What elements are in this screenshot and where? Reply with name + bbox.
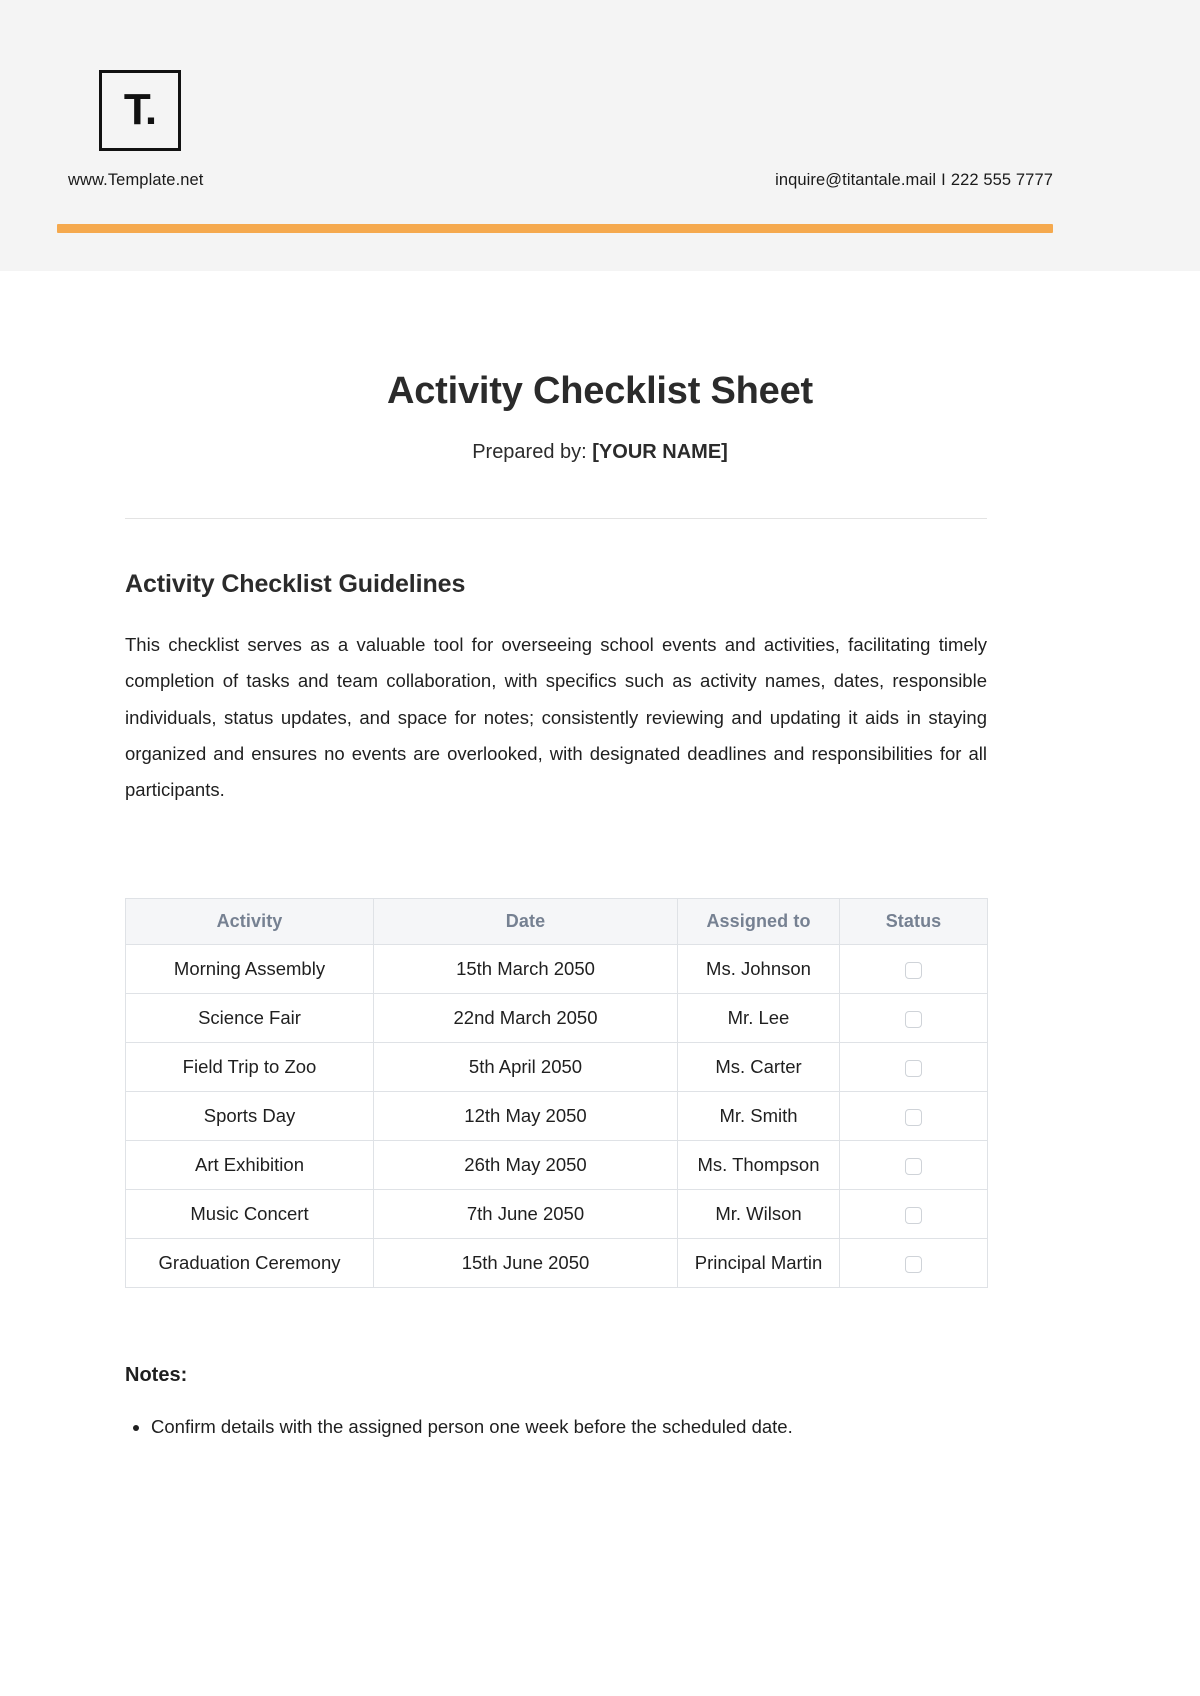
cell-assigned-to: Mr. Lee (678, 994, 840, 1043)
cell-date: 15th March 2050 (374, 945, 678, 994)
notes-heading: Notes: (125, 1364, 188, 1386)
cell-date: 7th June 2050 (374, 1190, 678, 1239)
cell-activity: Science Fair (126, 994, 374, 1043)
prepared-by-label: Prepared by: (472, 441, 587, 463)
cell-status (840, 1141, 988, 1190)
brand-logo (99, 70, 181, 151)
cell-assigned-to: Ms. Johnson (678, 945, 840, 994)
contact-info (775, 171, 1053, 190)
cell-assigned-to: Ms. Carter (678, 1043, 840, 1092)
table-body (126, 945, 988, 1288)
logo-mark-icon: T. (123, 84, 157, 134)
cell-activity: Field Trip to Zoo (126, 1043, 374, 1092)
cell-date: 15th June 2050 (374, 1239, 678, 1288)
cell-activity: Sports Day (126, 1092, 374, 1141)
guidelines-heading: Activity Checklist Guidelines (125, 570, 466, 598)
status-checkbox[interactable] (905, 1109, 922, 1126)
table-header-row (126, 899, 988, 945)
column-header-assigned-to: Assigned to (678, 899, 840, 945)
cell-status (840, 994, 988, 1043)
list-item: • Confirm details with the assigned person one week before the scheduled date. (151, 1412, 1013, 1442)
table-row (126, 1141, 988, 1190)
table-row (126, 1190, 988, 1239)
cell-date: 12th May 2050 (374, 1092, 678, 1141)
cell-assigned-to: Ms. Thompson (678, 1141, 840, 1190)
table-row (126, 945, 988, 994)
table-row (126, 1043, 988, 1092)
cell-date: 22nd March 2050 (374, 994, 678, 1043)
cell-activity: Morning Assembly (126, 945, 374, 994)
table-row (126, 1239, 988, 1288)
activity-checklist-table (125, 898, 988, 1288)
status-checkbox[interactable] (905, 1256, 922, 1273)
column-header-date: Date (374, 899, 678, 945)
table-header (126, 899, 988, 945)
title-divider (125, 518, 987, 519)
website-url: www.Template.net (68, 171, 204, 189)
cell-activity: Music Concert (126, 1190, 374, 1239)
guidelines-paragraph: This checklist serves as a valuable tool for overseeing school events and activities, facilitating timely completion of tasks and team collaboration, with specifics such as activity names, dates, responsible individuals, status updates, and space for notes; consistently reviewing and updating it aids in staying organized and ensures no events are overlooked, with designated deadlines and responsibilities for all participants. (125, 634, 987, 801)
contact-phone: 222 555 7777 (950, 171, 1053, 189)
cell-status (840, 945, 988, 994)
prepared-by-line (0, 441, 1200, 464)
cell-assigned-to: Mr. Wilson (678, 1190, 840, 1239)
prepared-by-name: [YOUR NAME] (592, 441, 728, 463)
cell-assigned-to: Mr. Smith (678, 1092, 840, 1141)
cell-activity: Art Exhibition (126, 1141, 374, 1190)
cell-status (840, 1043, 988, 1092)
status-checkbox[interactable] (905, 1060, 922, 1077)
cell-activity: Graduation Ceremony (126, 1239, 374, 1288)
status-checkbox[interactable] (905, 1207, 922, 1224)
table-row (126, 994, 988, 1043)
accent-divider-bar (57, 224, 1053, 233)
status-checkbox[interactable] (905, 1158, 922, 1175)
status-checkbox[interactable] (905, 962, 922, 979)
cell-date: 26th May 2050 (374, 1141, 678, 1190)
document-header (0, 0, 1200, 271)
status-checkbox[interactable] (905, 1011, 922, 1028)
table-row (126, 1092, 988, 1141)
column-header-status: Status (840, 899, 988, 945)
contact-email: inquire@titantale.mail (775, 171, 937, 189)
cell-status (840, 1190, 988, 1239)
page-title: Activity Checklist Sheet (386, 370, 814, 412)
cell-status (840, 1092, 988, 1141)
cell-assigned-to: Principal Martin (678, 1239, 840, 1288)
cell-date: 5th April 2050 (374, 1043, 678, 1092)
column-header-activity: Activity (126, 899, 374, 945)
contact-separator: I (941, 171, 946, 189)
notes-list (125, 1412, 1013, 1442)
cell-status (840, 1239, 988, 1288)
